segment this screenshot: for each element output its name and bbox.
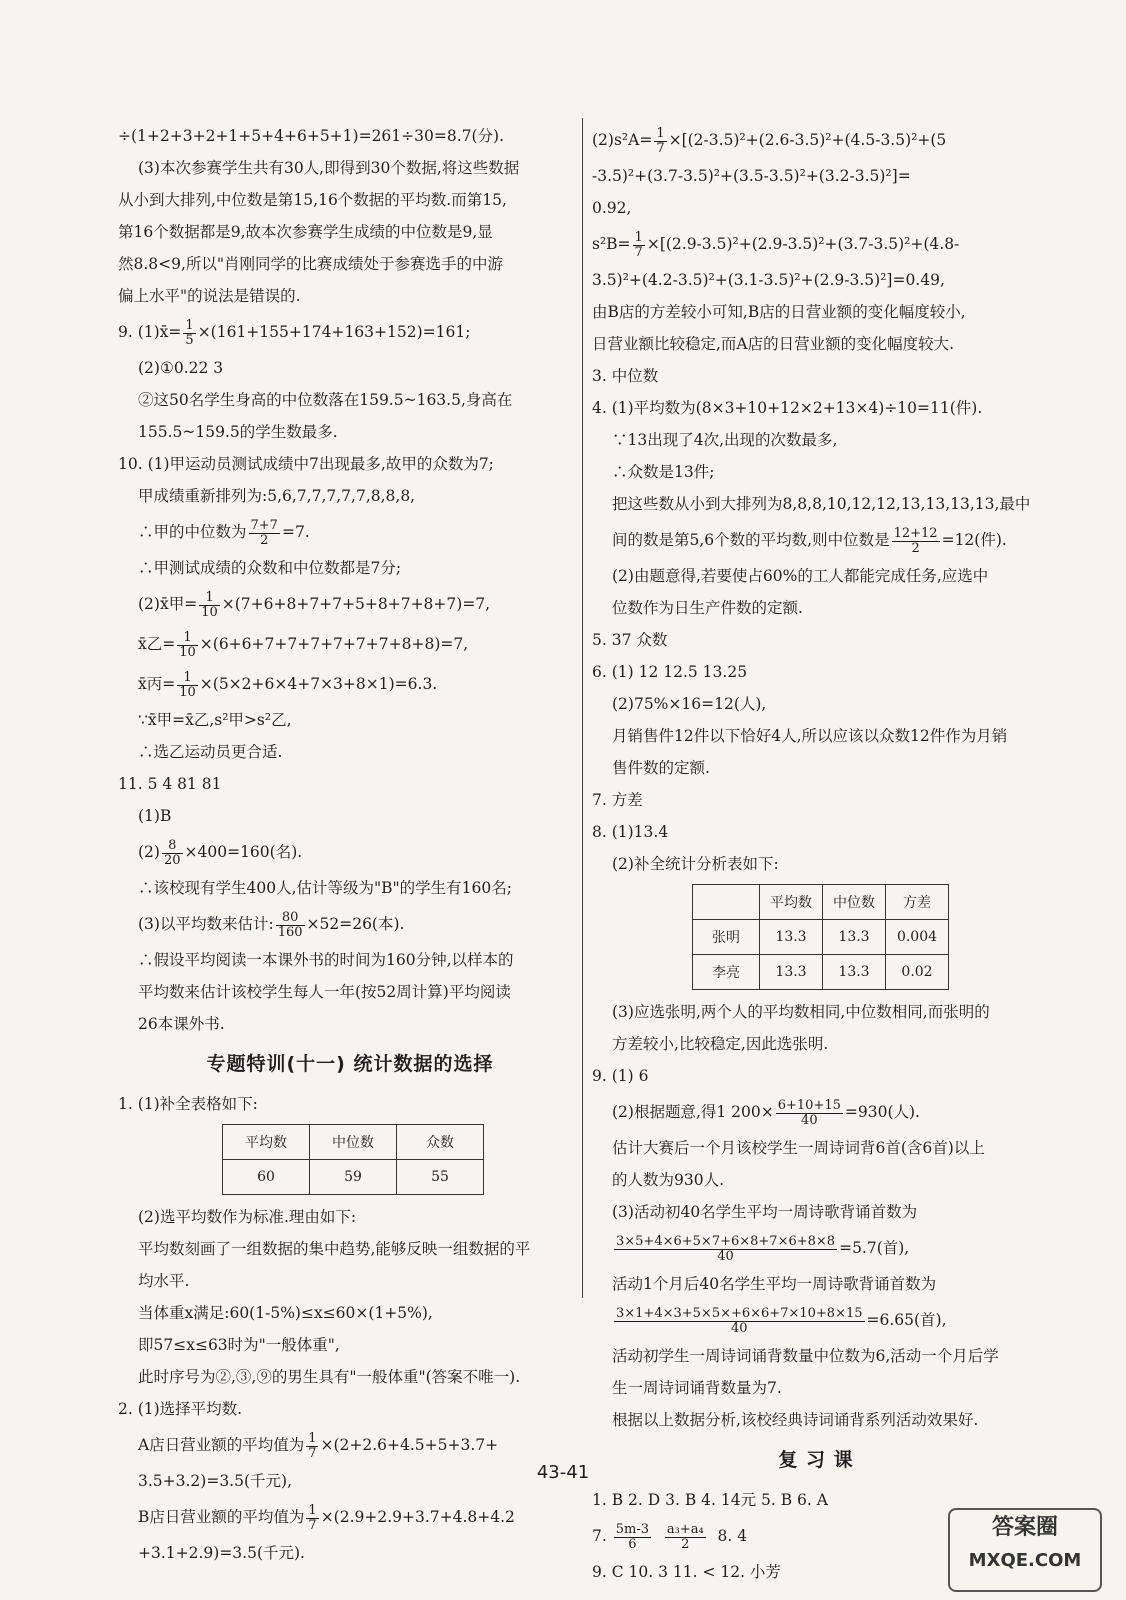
denominator: 40: [717, 1248, 734, 1264]
text-line: 位数作为日生产件数的定额.: [612, 599, 803, 617]
text-line: 把这些数从小到大排列为8,8,8,10,12,12,13,13,13,13,最中: [612, 495, 1031, 513]
numerator: 1: [177, 631, 198, 646]
table-header: 中位数: [310, 1125, 397, 1160]
text-line: ②这50名学生身高的中位数落在159.5~163.5,身高在: [138, 391, 513, 409]
numerator: 80: [276, 911, 305, 926]
text-line: 155.5~159.5的学生数最多.: [138, 423, 338, 441]
text-line: 估计大赛后一个月该校学生一周诗词背6首(含6首)以上: [612, 1139, 985, 1157]
table-cell: 0.004: [886, 920, 949, 955]
review-title: 复 习 课: [778, 1449, 854, 1471]
text: (2): [138, 843, 160, 861]
text-line: ∵13出现了4次,出现的次数最多,: [612, 431, 838, 449]
fraction: [614, 1523, 651, 1552]
text-line: 甲成绩重新排列为:5,6,7,7,7,7,7,8,8,8,: [138, 487, 416, 505]
text-line: ∴该校现有学生400人,估计等级为"B"的学生有160名;: [138, 879, 512, 897]
page-number: 43-41: [536, 1462, 590, 1483]
numerator: 1: [634, 229, 643, 245]
formula-line: [592, 224, 1040, 264]
text: =6.65(首),: [866, 1311, 947, 1329]
numerator: 1: [308, 1430, 317, 1446]
text: s²B=: [592, 235, 631, 253]
text-line: 活动初学生一周诗词诵背数量中位数为6,活动一个月后学: [612, 1347, 999, 1365]
text: A店日营业额的平均值为: [138, 1436, 305, 1454]
formula-line: [118, 832, 582, 872]
text-line: 根据以上数据分析,该校经典诗词诵背系列活动效果好.: [612, 1411, 979, 1429]
denominator: 20: [163, 852, 181, 868]
watermark-logo: [948, 1508, 1102, 1592]
numerator: 1: [185, 317, 194, 333]
answer-3-line: 3. 中位数: [592, 367, 659, 385]
formula-line: [592, 120, 1040, 160]
formula-line: [118, 1497, 582, 1537]
numerator: 6+10+15: [777, 1097, 841, 1113]
answer-6-line: 6. (1) 12 12.5 13.25: [592, 663, 748, 681]
table-row: [223, 1125, 484, 1160]
numerator: 1: [656, 125, 665, 141]
fraction: [162, 839, 183, 868]
numerator: 8: [162, 839, 183, 854]
fraction: [199, 591, 220, 620]
text-line: 月销售件12件以下恰好4人,所以应该以众数12件作为月销: [612, 727, 1008, 745]
text: ×(6+6+7+7+7+7+7+7+8+8)=7,: [199, 635, 469, 653]
numerator: 5m-3: [615, 1521, 649, 1537]
denominator: 7: [308, 1517, 317, 1533]
table-header: 方差: [886, 885, 949, 920]
denominator: 6: [628, 1536, 637, 1552]
table-header: 平均数: [223, 1125, 310, 1160]
table-cell: 张明: [693, 920, 760, 955]
answer-9-line: 9. (1) 6: [592, 1067, 649, 1085]
text-line: (2)①0.22 3: [138, 359, 224, 377]
text: (2)s²A=: [592, 131, 653, 149]
table-row: [693, 885, 949, 920]
numerator: a₃+a₄: [666, 1521, 704, 1537]
text: =930(人).: [844, 1103, 920, 1121]
text: (3)以平均数来估计:: [138, 915, 274, 933]
text-line: 方差较小,比较稳定,因此选张明.: [612, 1035, 829, 1053]
text: =5.7(首),: [839, 1239, 910, 1257]
text: ×(2.9+2.9+3.7+4.8+4.2: [320, 1508, 515, 1526]
text: ∴甲的中位数为: [138, 523, 247, 541]
left-column: [118, 120, 582, 1569]
text-line: ∴假设平均阅读一本课外书的时间为160分钟,以样本的: [138, 951, 514, 969]
fraction: [183, 319, 195, 348]
text-line: (3)应选张明,两个人的平均数相同,中位数相同,而张明的: [612, 1003, 990, 1021]
fraction: [306, 1432, 318, 1461]
text-line: 3.5)²+(4.2-3.5)²+(3.1-3.5)²+(2.9-3.5)²]=0.49,: [592, 271, 945, 289]
text-line: ∴甲测试成绩的众数和中位数都是7分;: [138, 559, 402, 577]
text: ×400=160(名).: [184, 843, 303, 861]
numerator: 3×5+4×6+5×7+6×8+7×6+8×8: [616, 1233, 836, 1249]
text-line: 3.5+3.2)=3.5(千元),: [138, 1472, 292, 1490]
text-line: (1)B: [138, 807, 172, 825]
text-line: 售件数的定额.: [612, 759, 710, 777]
table-cell: 55: [397, 1160, 484, 1195]
denominator: 10: [179, 684, 196, 700]
text: 7.: [592, 1527, 612, 1545]
table-cell: 13.3: [823, 955, 886, 990]
denominator: 40: [730, 1320, 748, 1336]
fraction: [276, 911, 305, 940]
denominator: 2: [260, 532, 269, 548]
table-row: [223, 1160, 484, 1195]
table-cell: 0.02: [886, 955, 949, 990]
text: (2)x̄甲=: [138, 595, 198, 613]
fraction: [614, 1235, 837, 1264]
text-line: 即57≤x≤63时为"一般体重",: [138, 1336, 340, 1354]
text-line: 平均数来估计该校学生每人一年(按52周计算)平均阅读: [138, 983, 511, 1001]
answer-11-line: 11. 5 4 81 81: [118, 775, 222, 793]
text: B店日营业额的平均值为: [138, 1508, 305, 1526]
formula-line: [118, 512, 582, 552]
table-header: 中位数: [823, 885, 886, 920]
column-divider: [582, 118, 583, 1298]
watermark-top: 答案圈: [991, 1515, 1058, 1540]
formula-line: [118, 584, 582, 624]
text-line: 26本课外书.: [138, 1015, 225, 1033]
text: ×(161+155+174+163+152)=161;: [197, 323, 471, 341]
text-line: 从小到大排列,中位数是第15,16个数据的平均数.而第15,: [118, 191, 507, 209]
text: 间的数是第5,6个数的平均数,则中位数是: [612, 531, 890, 549]
fraction: [776, 1099, 843, 1128]
text: 8. 4: [717, 1527, 748, 1545]
numerator: 1: [177, 671, 198, 686]
text-line: 活动1个月后40名学生平均一周诗歌背诵首数为: [612, 1275, 937, 1293]
denominator: 40: [801, 1112, 818, 1128]
answer-4-line: 4. (1)平均数为(8×3+10+12×2+13×4)÷10=11(件).: [592, 399, 983, 417]
table-cell: 13.3: [760, 920, 823, 955]
text-line: 均水平.: [138, 1272, 190, 1290]
fraction: [654, 127, 666, 156]
numerator: 7+7: [250, 517, 278, 533]
denominator: 10: [179, 644, 196, 660]
text: ×(7+6+8+7+7+5+8+7+8+7)=7,: [221, 595, 491, 613]
table-cell: 59: [310, 1160, 397, 1195]
numerator: 1: [308, 1502, 317, 1518]
denominator: 7: [308, 1445, 317, 1461]
fraction: [633, 231, 645, 260]
table-cell: 13.3: [823, 920, 886, 955]
text: ×(5×2+6×4+7×3+8×1)=6.3.: [199, 675, 438, 693]
formula-line: [118, 664, 582, 704]
text-line: (2)由题意得,若要使占60%的工人都能完成任务,应选中: [612, 567, 989, 585]
text-line: 当体重x满足:60(1-5%)≤x≤60×(1+5%),: [138, 1304, 433, 1322]
fraction: [665, 1523, 706, 1552]
formula-line: [118, 1425, 582, 1465]
text-line: 由B店的方差较小可知,B店的日营业额的变化幅度较小,: [592, 303, 966, 321]
watermark-bottom: MXQE.COM: [968, 1550, 1082, 1571]
formula-line: [592, 520, 1040, 560]
text: ×(2+2.6+4.5+5+3.7+: [320, 1436, 499, 1454]
table-header: 平均数: [760, 885, 823, 920]
text-line: 偏上水平"的说法是错误的.: [118, 287, 301, 305]
formula-line: [118, 624, 582, 664]
fraction: [177, 631, 198, 660]
review-line: 9. C 10. 3 11. < 12. 小芳: [592, 1563, 781, 1581]
text-line: 的人数为930人.: [612, 1171, 725, 1189]
table-cell: 60: [223, 1160, 310, 1195]
text-line: 生一周诗词诵背数量为7.: [612, 1379, 782, 1397]
text-line: 平均数刻画了一组数据的集中趋势,能够反映一组数据的平: [138, 1240, 531, 1258]
denominator: 2: [681, 1536, 690, 1552]
text-line: ∴选乙运动员更合适.: [138, 743, 283, 761]
table-cell: 13.3: [760, 955, 823, 990]
review-line: 1. B 2. D 3. B 4. 14元 5. B 6. A: [592, 1491, 828, 1509]
stats-table: [222, 1124, 484, 1195]
text-line: 日营业额比较稳定,而A店的日营业额的变化幅度较大.: [592, 335, 955, 353]
denominator: 160: [277, 924, 303, 940]
text: x̄丙=: [138, 675, 176, 693]
text-line: (2)75%×16=12(人),: [612, 695, 767, 713]
text: (2)根据题意,得1 200×: [612, 1103, 774, 1121]
text-line: 0.92,: [592, 199, 632, 217]
text-line: (2)补全统计分析表如下:: [612, 855, 779, 873]
text: 9. (1)x̄=: [118, 323, 182, 341]
section-title: 专题特训(十一) 统计数据的选择: [206, 1053, 494, 1075]
denominator: 10: [201, 604, 218, 620]
denominator: 2: [911, 540, 920, 556]
text-line: ÷(1+2+3+2+1+5+4+6+5+1)=261÷30=8.7(分).: [118, 127, 505, 145]
answer-9-line: [118, 312, 582, 352]
answer-7-line: 7. 方差: [592, 791, 643, 809]
formula-line: [592, 1228, 1040, 1268]
fraction: [249, 519, 280, 548]
fraction: [892, 527, 940, 556]
text-line: ∵x̄甲=x̄乙,s²甲>s²乙,: [138, 711, 292, 729]
formula-line: [592, 1092, 1040, 1132]
denominator: 5: [185, 332, 194, 348]
fraction: [306, 1504, 318, 1533]
text: x̄乙=: [138, 635, 176, 653]
fraction: [177, 671, 198, 700]
table-row: [693, 920, 949, 955]
answer-8-line: 8. (1)13.4: [592, 823, 669, 841]
text: ×52=26(本).: [306, 915, 405, 933]
text: ×[(2.9-3.5)²+(2.9-3.5)²+(3.7-3.5)²+(4.8-: [646, 235, 960, 253]
formula-line: [118, 904, 582, 944]
formula-line: [592, 1300, 1040, 1340]
text-line: (3)本次参赛学生共有30人,即得到30个数据,将这些数据: [138, 159, 520, 177]
table-header: [693, 885, 760, 920]
text: ×[(2-3.5)²+(2.6-3.5)²+(4.5-3.5)²+(5: [668, 131, 947, 149]
text-line: (2)选平均数作为标准.理由如下:: [138, 1208, 357, 1226]
text-line: -3.5)²+(3.7-3.5)²+(3.5-3.5)²+(3.2-3.5)²]=: [592, 167, 911, 185]
text-line: 然8.8<9,所以"肖刚同学的比赛成绩处于参赛选手的中游: [118, 255, 504, 273]
answer-10-line: 10. (1)甲运动员测试成绩中7出现最多,故甲的众数为7;: [118, 455, 494, 473]
numerator: 12+12: [893, 525, 938, 541]
answer-5-line: 5. 37 众数: [592, 631, 668, 649]
text-line: 2. (1)选择平均数.: [118, 1400, 243, 1418]
text-line: (3)活动初40名学生平均一周诗歌背诵首数为: [612, 1203, 918, 1221]
text: =7.: [281, 523, 310, 541]
table-header: 众数: [397, 1125, 484, 1160]
denominator: 7: [656, 140, 665, 156]
numerator: 1: [199, 591, 220, 606]
text-line: 此时序号为②,③,⑨的男生具有"一般体重"(答案不唯一).: [138, 1368, 521, 1386]
table-cell: 李亮: [693, 955, 760, 990]
numerator: 3×1+4×3+5×5×+6×6+7×10+8×15: [616, 1305, 863, 1321]
text-line: ∴众数是13件;: [612, 463, 715, 481]
analysis-table: [692, 884, 949, 990]
fraction: [614, 1307, 865, 1336]
text-line: 第16个数据都是9,故本次参赛学生成绩的中位数是9,显: [118, 223, 493, 241]
denominator: 7: [634, 244, 643, 260]
table-row: [693, 955, 949, 990]
text-line: +3.1+2.9)=3.5(千元).: [138, 1544, 305, 1562]
text: =12(件).: [941, 531, 1007, 549]
right-column: [592, 120, 1040, 1588]
text-line: 1. (1)补全表格如下:: [118, 1095, 258, 1113]
